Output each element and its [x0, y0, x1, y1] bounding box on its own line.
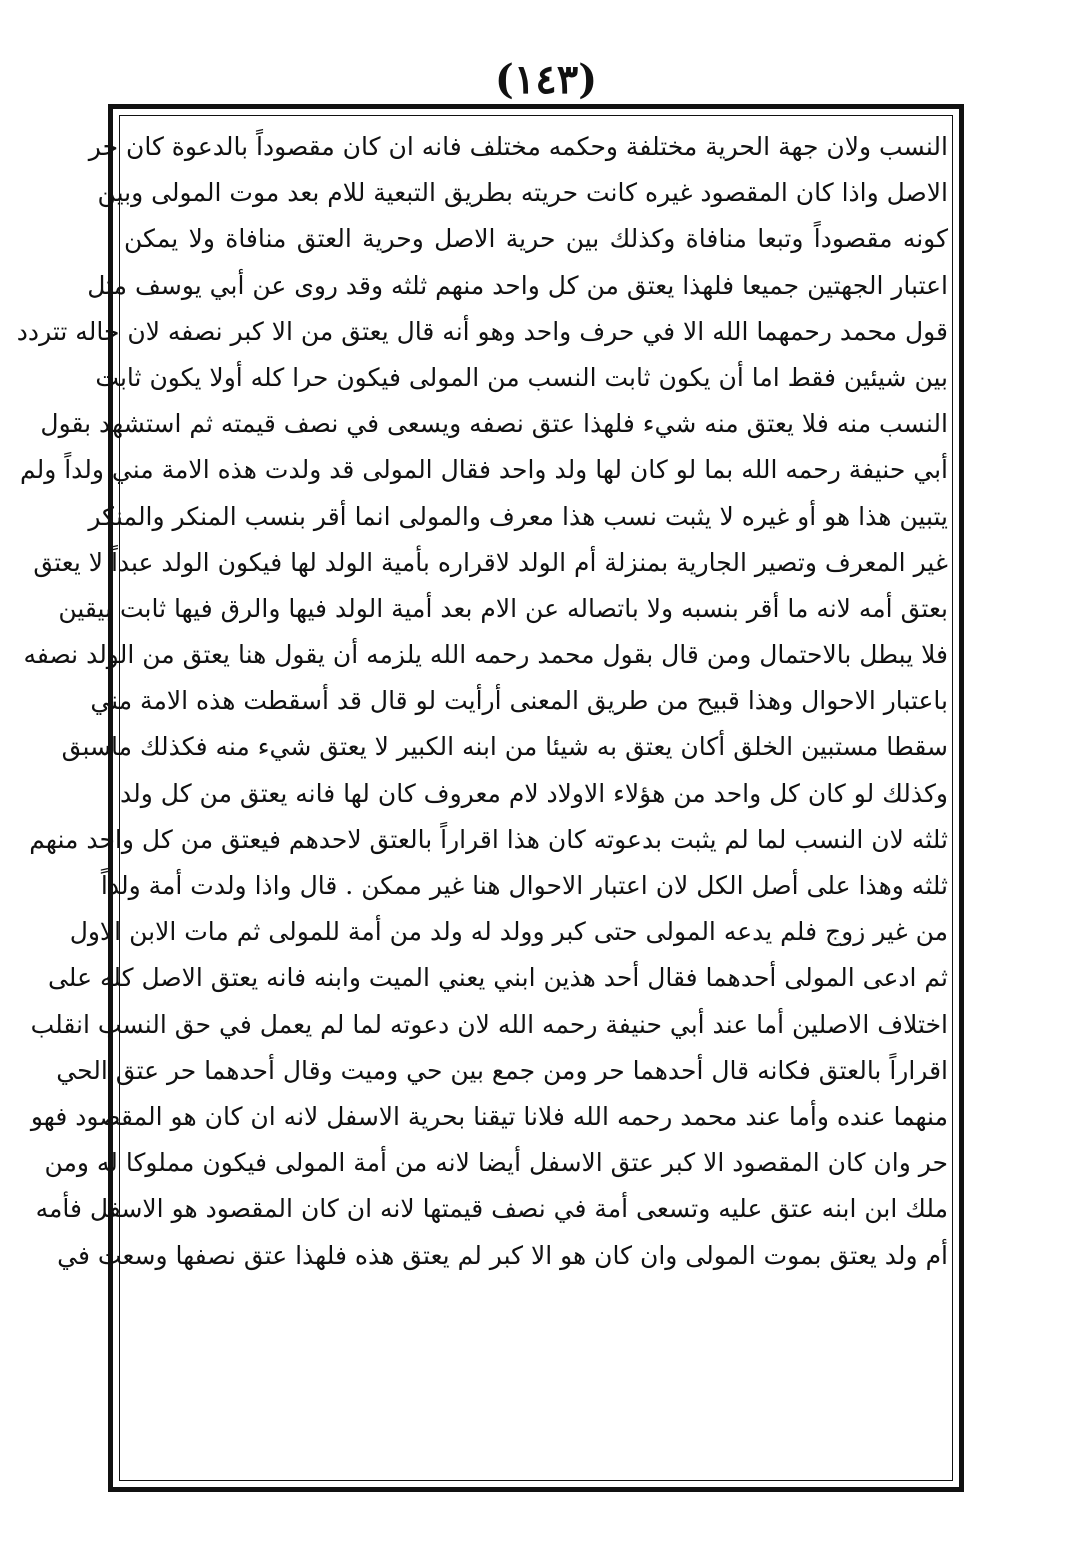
text-line: بين شيئين فقط اما أن يكون ثابت النسب من المولى فيكون حرا كله أولا يكون ثابت	[95, 362, 948, 392]
text-line: حر وان كان المقصود الا كبر عتق الاسفل أيضا لانه من أمة المولى فيكون مملوكا له ومن	[44, 1148, 948, 1178]
text-line: منهما عنده وأما عند محمد رحمه الله فلانا تيقنا بحرية الاسفل لانه ان كان هو المقصود فهو	[30, 1101, 948, 1131]
text-line: النسب منه فلا يعتق منه شيء فلهذا عتق نصفه ويسعى في نصف قيمته ثم استشهد بقول	[40, 409, 948, 439]
text-line: النسب ولان جهة الحرية مختلفة وحكمه مختلف فانه ان كان مقصوداً بالدعوة كان حر	[88, 132, 948, 161]
text-line: فلا يبطل بالاحتمال ومن قال بقول محمد رحمه الله يلزمه أن يقول هنا يعتق من الولد نصفه	[23, 640, 948, 670]
text-line: غير المعرف وتصير الجارية بمنزلة أم الولد لاقراره بأمية الولد لها فيكون الولد عبداً لا يعتق	[33, 547, 948, 577]
text-line: أبي حنيفة رحمه الله بما لو كان لها ولد واحد فقال المولى قد ولدت هذه الامة مني ولداً ولم	[19, 455, 948, 485]
text-line: يتبين هذا هو أو غيره لا يثبت نسب هذا معرف والمولى انما أقر بنسب المنكر والمنكر	[88, 501, 948, 531]
text-line: اختلاف الاصلين أما عند أبي حنيفة رحمه الله لان دعوته لما لم يعمل في حق النسب انقلب	[30, 1009, 948, 1039]
text-line: أم ولد يعتق بموت المولى وان كان هو الا كبر لم يعتق هذه فلهذا عتق نصفها وسعت في	[57, 1240, 948, 1270]
text-line: كونه مقصوداً وتبعا منافاة وكذلك بين حرية الاصل وحرية العتق منافاة ولا يمكن	[124, 224, 948, 254]
text-line: اعتبار الجهتين جميعا فلهذا يعتق من كل واحد منهم ثلثه وقد روى عن أبي يوسف مثل	[87, 270, 948, 300]
text-line: سقطا مستبين الخلق أكان يعتق به شيئا من ابنه الكبير لا يعتق شيء منه فكذلك ماسبق	[61, 732, 948, 762]
text-line: ثلثه لان النسب لما لم يثبت بدعوته كان هذا اقراراً بالعتق لاحدهم فيعتق من كل واحد منهم	[29, 824, 948, 854]
text-line: قول محمد رحمهما الله الا في حرف واحد وهو أنه قال يعتق من الا كبر نصفه لان حاله تتردد	[16, 316, 948, 346]
text-line: ملك ابن ابنه عتق عليه وتسعى أمة في نصف قيمتها لانه ان كان المقصود هو الاسفل فأمه	[35, 1194, 948, 1224]
text-line: اقراراً بالعتق فكانه قال أحدهما حر ومن جمع بين حي وميت وقال أحدهما حر عتق الحي	[56, 1055, 948, 1085]
text-line: وكذلك لو كان كل واحد من هؤلاء الاولاد لام معروف كان لها فانه يعتق من كل ولد	[120, 778, 948, 808]
text-line: من غير زوج فلم يدعه المولى حتى كبر وولد له ولد من أمة للمولى ثم مات الابن الاول	[69, 917, 948, 947]
text-line: ثلثه وهذا على أصل الكل لان اعتبار الاحوال هنا غير ممكن . قال واذا ولدت أمة ولداً	[100, 871, 948, 900]
page-number: (١٤٣)	[494, 56, 598, 103]
text-line: ثم ادعى المولى أحدهما فقال أحد هذين ابني يعني الميت وابنه فانه يعتق الاصل كله على	[47, 963, 948, 993]
body-text	[16, 124, 948, 1279]
text-line: باعتبار الاحوال وهذا قبيح من طريق المعنى أرأيت لو قال قد أسقطت هذه الامة مني	[90, 686, 948, 716]
text-line: الاصل واذا كان المقصود غيره كانت حريته بطريق التبعية للام بعد موت المولى وبين	[97, 178, 948, 208]
text-line: بعتق أمه لانه ما أقر بنسبه ولا باتصاله عن الام بعد أمية الولد فيها والرق فيها ثابت بيقين	[58, 593, 948, 623]
